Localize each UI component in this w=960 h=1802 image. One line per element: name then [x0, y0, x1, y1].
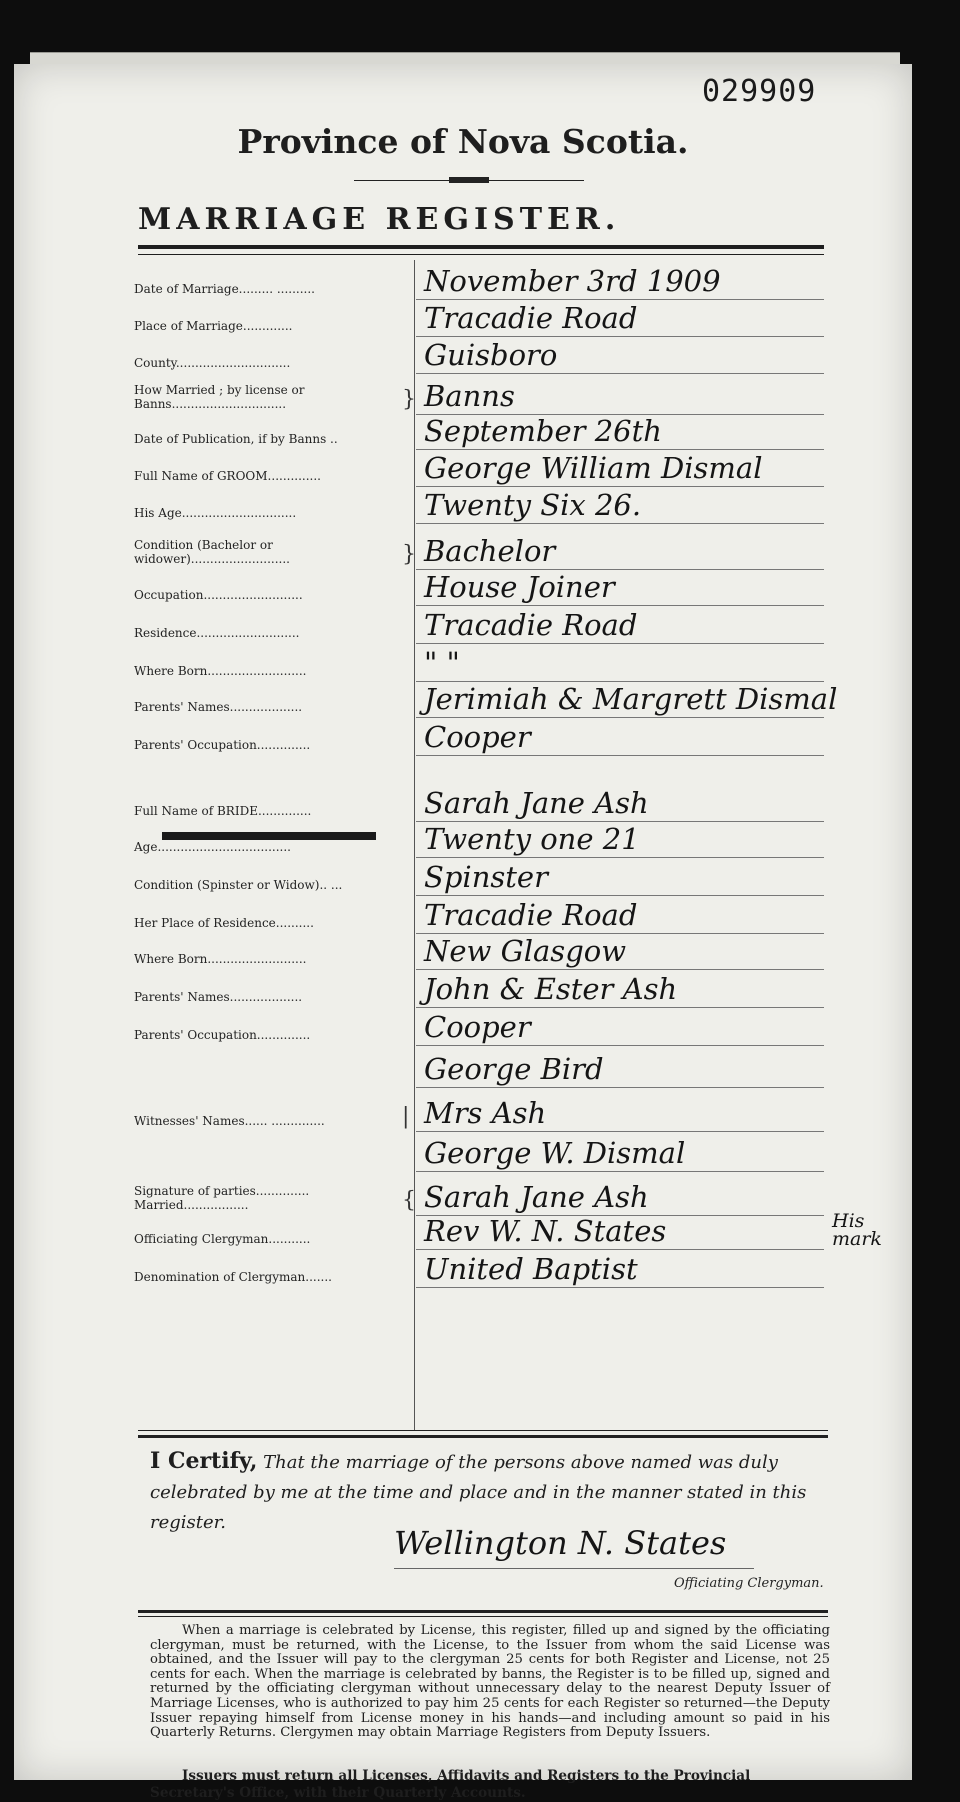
certification-rule-heavy	[138, 1435, 828, 1438]
handwritten-value: Sarah Jane Ash	[424, 786, 649, 820]
field-line	[416, 755, 824, 756]
field-label: Officiating Clergyman...........	[134, 1232, 311, 1246]
brace-mark: }	[402, 542, 416, 567]
handwritten-value: John & Ester Ash	[424, 972, 678, 1006]
handwritten-value: Twenty one 21	[424, 822, 640, 856]
handwritten-value: Tracadie Road	[424, 898, 638, 932]
field-row	[134, 930, 824, 970]
field-label: Full Name of GROOM..............	[134, 469, 321, 483]
field-label: County..............................	[134, 356, 291, 370]
field-label: Condition (Spinster or Widow).. ...	[134, 878, 343, 892]
handwritten-value: Tracadie Road	[424, 301, 638, 335]
field-row	[134, 1248, 824, 1288]
handwritten-value: George Bird	[424, 1052, 604, 1086]
handwritten-value: Spinster	[424, 860, 548, 894]
reference-number: 029909	[702, 74, 817, 109]
field-row	[134, 260, 824, 300]
field-row	[134, 1088, 824, 1132]
field-label: Where Born..........................	[134, 952, 307, 966]
field-row	[134, 566, 824, 606]
instructions-paragraph: When a marriage is celebrated by License, this register, filled up and signed by the officiating clergyman, must be returned, with the License, to the Issuer from whom the said License was obtained, and the Issuer will pay to the clergyman 25 cents for both Register and License, not 25 cents for each. When the marriage is celebrated by banns, the Register is to be filled up, signed and returned by the officiating clergyman without unnecessary delay to the nearest Deputy Issuer of Marriage Licenses, who is authorized to pay him 25 cents for each Register so returned—the Deputy Issuer repaying himself from License money in his hands—and including amount so paid in his Quarterly Returns. Clergymen may obtain Marriage Registers from Deputy Issuers.	[150, 1623, 830, 1741]
field-row	[134, 642, 824, 682]
handwritten-value: George William Dismal	[424, 451, 763, 485]
field-row	[134, 968, 824, 1008]
handwritten-value: United Baptist	[424, 1252, 638, 1286]
handwritten-value: Sarah Jane Ash	[424, 1180, 649, 1214]
handwritten-value: New Glasgow	[424, 934, 627, 968]
field-label: How Married ; by license or Banns..............................	[134, 383, 305, 411]
certification-rule-thin	[138, 1430, 828, 1431]
field-label: Condition (Bachelor or widower)..........................	[134, 538, 290, 566]
province-heading: Province of Nova Scotia.	[237, 122, 689, 161]
handwritten-value: Bachelor	[424, 534, 556, 568]
field-label: His Age..............................	[134, 506, 297, 520]
certify-lead: I Certify,	[150, 1448, 258, 1474]
signature-line	[394, 1568, 754, 1569]
handwritten-value: September 26th	[424, 414, 662, 448]
field-label: Age...................................	[134, 840, 291, 854]
field-label: Signature of parties.............. Married.................	[134, 1184, 310, 1212]
signature-caption: Officiating Clergyman.	[674, 1576, 824, 1591]
field-row	[134, 447, 824, 487]
field-label: Parents' Occupation..............	[134, 1028, 311, 1042]
title-rule-heavy	[138, 245, 824, 249]
field-row	[134, 297, 824, 337]
field-row	[134, 856, 824, 896]
brace-mark: }	[402, 387, 416, 412]
field-label: Where Born..........................	[134, 664, 307, 678]
clergyman-signature: Wellington N. States	[394, 1524, 727, 1562]
field-label: Parents' Occupation..............	[134, 738, 311, 752]
handwritten-value: George W. Dismal	[424, 1136, 686, 1170]
instructions-rule-thin	[138, 1616, 828, 1617]
handwritten-value: " "	[424, 646, 460, 680]
field-label: Full Name of BRIDE..............	[134, 804, 312, 818]
handwritten-value: Twenty Six 26.	[424, 488, 642, 522]
field-row	[134, 1128, 824, 1172]
handwritten-value: Guisboro	[424, 338, 558, 372]
instructions-rule-heavy	[138, 1610, 828, 1613]
handwritten-value: Banns	[424, 379, 515, 413]
handwritten-value: Mrs Ash	[424, 1096, 547, 1130]
register-title: MARRIAGE REGISTER.	[138, 202, 621, 237]
title-ornament	[354, 180, 584, 185]
field-row	[134, 1210, 824, 1250]
field-label: Parents' Names...................	[134, 700, 303, 714]
field-row	[134, 484, 824, 524]
handwritten-value: Cooper	[424, 1010, 531, 1044]
handwritten-value: Tracadie Road	[424, 608, 638, 642]
field-row	[134, 1006, 824, 1046]
field-label: Residence...........................	[134, 626, 300, 640]
brace-mark: |	[402, 1104, 410, 1129]
field-label: Place of Marriage.............	[134, 319, 293, 333]
title-rule-thin	[138, 254, 824, 255]
field-row	[134, 716, 824, 756]
handwritten-value: Rev W. N. States	[424, 1214, 667, 1248]
brace-mark: {	[402, 1188, 416, 1213]
field-label: Date of Publication, if by Banns ..	[134, 432, 338, 446]
field-row	[134, 894, 824, 934]
issuers-note: Issuers must return all Licenses, Affidavits and Registers to the Provincial Secretary's Office, with their Quarterly Accounts.	[150, 1768, 751, 1801]
field-row	[134, 604, 824, 644]
field-row	[134, 678, 838, 718]
field-label: Witnesses' Names...... ..............	[134, 1114, 325, 1128]
bride-section-divider	[162, 832, 376, 840]
handwritten-value: Jerimiah & Margrett Dismal	[424, 682, 838, 716]
field-label: Occupation..........................	[134, 588, 303, 602]
marriage-register-document	[14, 64, 912, 1801]
field-row	[134, 782, 824, 822]
field-line	[416, 1287, 824, 1288]
field-row	[134, 371, 824, 415]
handwritten-value: November 3rd 1909	[424, 264, 721, 298]
field-label: Parents' Names...................	[134, 990, 303, 1004]
field-row	[134, 524, 824, 570]
field-row	[134, 1044, 824, 1088]
certify-text: That the marriage of the persons above named was duly celebrated by me at the time and place and in the manner stated in this register.	[150, 1452, 807, 1533]
handwritten-value: Cooper	[424, 720, 531, 754]
handwritten-value: House Joiner	[424, 570, 615, 604]
groom-mark-annotation: His mark	[832, 1210, 882, 1250]
field-row	[134, 410, 824, 450]
field-label: Date of Marriage......... ..........	[134, 282, 315, 296]
field-row	[134, 334, 824, 374]
field-label: Denomination of Clergyman.......	[134, 1270, 332, 1284]
field-label: Her Place of Residence..........	[134, 916, 314, 930]
